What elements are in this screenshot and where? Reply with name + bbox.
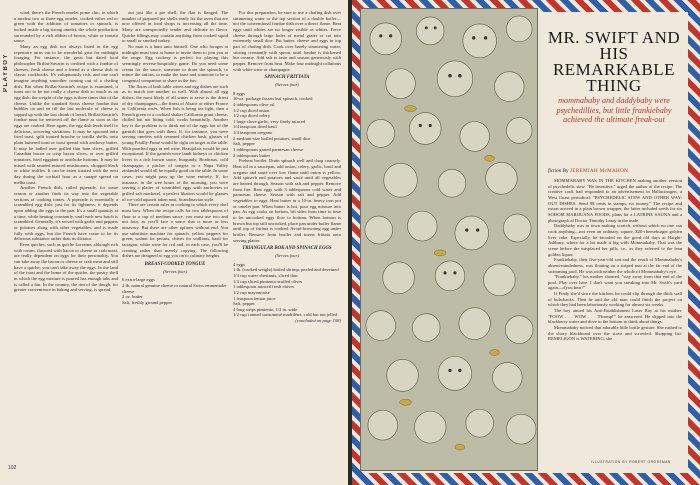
illustration-credit: ILLUSTRATION BY ROBERT GROSSMAN — [591, 460, 671, 464]
ingredient-line: 4 eggs — [233, 261, 245, 267]
recipe-title: BREAST-COOKED TONGUE — [144, 261, 206, 267]
ingredient-line: 4 tablespoons olive oil — [233, 101, 275, 107]
article-body — [548, 178, 682, 453]
paragraph: Frankiebaby, their five-year-old son and the result of Mommababy's absent-mindedness, was floating on a striped mat at the far end of the swimming pool. He was with neither the whole of Mommababy's eye. — [548, 257, 682, 274]
paragraph: Even quiches, such as quiche Lorraine, although rich with cream, flavored with bacon or cheese or crab meat, are really dependent on eggs for their personality. You can take away the bacon or cheese or crab meat and still have a quiche; you can't take away the eggs. In the land of the toast and the home of the quiche, the pastry shell in which the egg mixture is poured has enough tabs and is called a fan. In the country, the rim of the dough, for greater convenience in baking and serving, is spread — [14, 241, 118, 293]
byline-genre: fiction — [548, 168, 562, 174]
paragraph: Another French dish, called piperade, for some reason or another finds its way into the vegetable sections of cooking tomes. A piperade is essentially a scrambled egg dish; just for its lightness, it depends upon adding the eggs to the pan. It's a small quantity at a time, while beating constantly, until each new batch is scrambled. Generally, it's served with garlic and peppers or potatoes along with other vegetables, and is made fully with eggs, but the French have come to be its delicious substance rather than its dictator. — [14, 185, 118, 242]
ingredient-line: 1/2 cup diced onion — [233, 107, 270, 113]
byline — [548, 168, 682, 174]
ingredient-line: 1 large clove garlic, very finely minced — [233, 118, 306, 124]
right-page — [352, 0, 700, 485]
ingredient-line: 1 teaspoon lemon juice — [233, 295, 276, 301]
paragraph: No man is a hunt unto himself. One who forages at midnight must trust at home to invite them to join you at the range. Egg cookery is perfect for playing this seemingly reverse-hospitality game. Do you need some cream for the sauce, someone to drain the spinach, to mince the onions, to make the toast and someone to be a congenial companion to share in the fun. — [122, 43, 228, 83]
ingredient-line: Salt, freshly ground pepper — [122, 299, 173, 305]
text-column-1 — [14, 10, 118, 480]
recipe-title: SPINACH FRITTATA — [264, 75, 310, 81]
ingredient-line: 1/2 cup mayonnaise — [233, 289, 270, 295]
recipe-serves: (Serves four) — [163, 268, 187, 274]
ingredient-line: 1 tablespoon minced fresh chives — [233, 284, 295, 290]
ingredient-line: 2 lb. natural genuine cheese or natural Swiss emmentaler cheese — [122, 282, 227, 294]
ingredient-line: 1/4 cup water chestnuts, sliced thin — [233, 272, 298, 278]
illustration-image — [361, 9, 537, 470]
ingredient-line: 1 lb. (cooked weight) boiled shrimp, peeled and deveined — [233, 267, 339, 273]
ingredient-line: Salt, pepper — [233, 301, 255, 307]
ingredient-line: 1/4 teaspoon dried basil — [233, 124, 277, 130]
paragraph: Many an egg dish not always listed in the egg repertoire turns out to be wonderful grist for midnight foraging. For instance, the great but dated food philosopher Brillat-Savarin is credited with a fondue of cheeses, fresh cheese and a friend as a cheese dish in classic cookbooks. It's voluptuously rich, and one can't imagine anything smoother coming out of a chafing dish. But when Brillat-Savarin's recipe is examined, it turns out to be not really a cheese dish so much as an egg dish; the weight of the eggs is three times that of the cheese. Unlike the standard Swiss cheese fondue that bubbles on and on till the last molecule of cheese is sopped up with the last chunk of bread, Brillat-Savarin's fondue must be removed off the flame as soon as the eggs are cooked. Here again, the egg dish lends itself to delicious, sorcering variations. It may be spooned onto fried toast, split toasted brioche or tortilla shells, onto plain buttered toast or toast spread with anchovy butter. It may be ladled over grilled thin ham slices, grilled Canadian bacon or crisp bacon slices, or over grilled tomatoes, fried eggplant or artichoke bottoms. It may be mixed with sautéed minced mushrooms, chopped black or white truffles. It can be eaten toasted with the next day during the cocktail hour as a canapé spread on melba toast. — [14, 43, 118, 185]
paragraph: There are certain rules in cooking to which every chef must bow. When the recipe calls for two tablespoons of flour to a cup of medium sauce, you must use two and not four, as you'll face a sauce that is more or less unsavory. But there are other options without end. You use substitute machine for spinach, yellow peppers for green, walnut for pecans, chives for scallions, basil for tarragon, white wine for red and, in each case, you'll be creating rather than merely copying. The following dishes are designed to egg you on to culinary heights. — [122, 202, 228, 259]
article-title: MR. SWIFT AND HIS REMARKABLE THING — [547, 28, 681, 95]
ingredient-line: 2 medium-size boiled potatoes, small dice — [233, 135, 311, 141]
byline-by: By — [562, 168, 569, 174]
paragraph: For this preparation, be sure to use a chafing dish over simmering water or the top section of a double boiler—not the conventional fondue dish over a direct flame. Beat eggs until whites are no longer visible as whites. Force cheese through large holes of metal grater or cut into extremely small dice. Put butter, cheese and eggs in top part of chafing dish. Cook over barely simmering water, stirring constantly with spoon, until fondue is thickened but creamy. Add salt to taste and season generously with pepper. Remove from heat. Make four midnight collations with white wine or champagne. — [233, 10, 341, 72]
ingredient-line: 6 extra-large eggs — [122, 277, 155, 283]
ingredient-line: Salt, pepper — [233, 141, 255, 147]
text-column-3 — [233, 10, 341, 480]
ingredient-line: 2 tablespoons butter — [233, 152, 270, 158]
continued-note: (concluded on page 108) — [295, 318, 341, 324]
running-head: PLAYBOY — [3, 53, 9, 92]
paragraph: wind, there's the French omelet pome chic, in which a modest two or three-egg omelet, cooked either red or green with the addition of tomatoes or spinach, is tucked inside a big strong omelet, the whole production surrounded by a rich ribbon of brown, white or tomato sauce. — [14, 10, 118, 44]
ingredient-line: 1/4 cup sliced pimiento-stuffed olives — [233, 278, 303, 284]
ingredient-line: 4 long strips pimiento, 1/2 in. wide — [233, 306, 298, 312]
ingredient-line: 1/4 teaspoon oregano — [233, 130, 273, 136]
paragraph: The floors of both table wines and egg dishes are such as to match one another so well. With almost all egg dishes, the most likely of all wines to serve is the driest of dry champagnes—the finest of Alsace or either France or California rosés. When fish is being tea light, then a French green or a cocktail shaker California grant cheese, chilled but not biting cold, works beautifully. Another key is the problem is to think not of the eggs but of the garnish that goes with them. If, for instance, you were serving omelets with creamed chicken hash, glasses of young Pouilly-Fumé would be right on target at the table. With poached eggs in red wine, Beaujolais would be just exceptional. If the garnish were lamb kidneys or chicken livers in a rich brown sauce, burgundy, Bordeaux, cold champagne, a pitcher of sangria or a Napa Valley zinfandel would all be equally good on the table. In some cases, you might pass up the wine entirely. If, for instance, in the wee hours of the morning, you were serving a platter of scrambled eggs with anchovies or grilled salt mackerel, a perfect libation would be glasses of ice-cold aquavit taken neat, Scandinavian style. — [122, 83, 228, 202]
ingredient-line: 1/2 cup canned consommé madrilène, cold but not jelled — [233, 312, 337, 318]
paragraph: Mommababy noticed that adorable little bottle gesture. She rushed to the slurry blackboard over the stove and scrawled. Shopping list: REMELIGON is WATERING, she — [548, 325, 682, 342]
recipe-title: TRIANGULAR BOK AND SPINACH EGGS — [242, 246, 332, 252]
illustration-panel — [360, 8, 538, 471]
ingredient-line: 8 eggs — [233, 90, 245, 96]
ingredient-line: 2 oz. butter — [122, 294, 143, 300]
left-page — [0, 0, 348, 485]
paragraph: The boy aimed his Anti-Establishment Laser Ray at his mother. "POOW . . . WOW . . . 'Pfromp!'" he answered. He slipped into the blackberry water and dove to the bottom to think about things. — [548, 308, 682, 325]
paragraph: out just like a pie shell; the flan is flanged. The number of prepared pie shells ready for the oven that are now offered in food shops is increasing all the time. Many are unexpectedly tender and delicate in flavor. Quiche fillings may contain anything from cooked squid to small or smoked turkey. — [122, 10, 228, 44]
article-deck: mommababy and daddybaby were psychedillies, but little frankiebaby achieved the ultimate freak-out — [556, 96, 672, 125]
ingredient-line: 10-oz. package frozen leaf spinach, cooked — [233, 96, 313, 102]
page-number: 102 — [8, 465, 17, 471]
ingredient-line: 1/2 cup diced celery — [233, 113, 271, 119]
recipe-serves: (Serves four) — [275, 252, 299, 258]
recipe-method: Preheat broiler. Drain spinach well and chop coarsely. Heat oil in a saucepan, add onion, celery, garlic, basil and oregano and sauté over low flame until onion is yellow. Add spinach and potatoes and sauté until all vegetables are heated through. Season with salt and pepper. Remove from fire. Beat eggs with 3 tablespoons cold water and parmesan cheese. Season with salt and pepper. Add vegetables to eggs. Heat butter in a 10-in. heavy iron pot or omelet pan. When butter is hot, pour egg mixture into pan. As egg cooks on bottom, lift sides from time to time to let uncooked eggs flow to bottom. When bottom is brown but top still uncooked, place pan under boiler flame until top of frittata is cooked. Avoid browning egg under broiler. Remove from broiler and invert frittata onto serving platter. — [233, 158, 341, 243]
recipe-serves: (Serves four) — [275, 81, 299, 87]
paragraph: MOMMABABY WAS IN THE KITCHEN making another version of psychedelic stew. "Be inventive," urged the author of the recipe. The creative cook had responded to an advertisement in Hallucinogen, a West Coast periodical: "PSYCHEDELIC STEW AND OTHER WAY-OUT DISHES. Send 98 cents in stamps, no money." The recipe and extras arrived in a plain brown wrapper, the latter included seeds for six SODOM MARIJUANA FOODS, plans for a LATRINE SAUNA and a photograph of Doctor Timothy Leary in the nude. — [548, 178, 682, 223]
paragraph: "Frankiebaby," his mother shouted, "stay away from that end of the pool. Play over here. I don't want you sneaking into Mr. Swift's yard again—d'you hear?" — [548, 274, 682, 291]
paragraph: If Frady she'd since the kitchen, he could slip through the thick wall of bulwhacks. Then he and the old man could finish the project on which they had been laboriously working for almost six weeks. — [548, 291, 682, 308]
paragraph: Daddybaby was in town making scratch, without which no one can cook anything—not even an ordinary, square, $20-cheeseburger golden liver cake. Especially, he brooded on the good old days at Haight-Ashbury, where for a bit made it big with Mommababy. That was the scene before the misplaced her pills, i.e., as they referred to the lean golden liquor. — [548, 223, 682, 257]
byline-author: JEREMIAH McMAHON — [569, 168, 629, 174]
ingredient-line: 3 tablespoons grated parmesan cheese — [233, 147, 303, 153]
text-column-2 — [122, 10, 228, 480]
